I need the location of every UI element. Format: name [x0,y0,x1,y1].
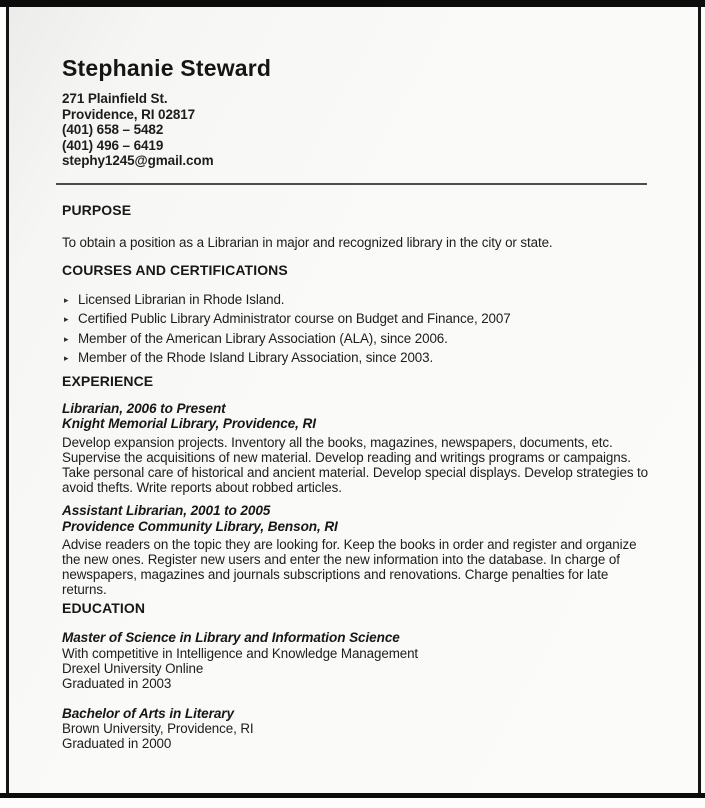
list-item [64,349,652,369]
triangle-bullet-icon: ▸ [64,314,69,324]
degree-school: Drexel University Online [62,660,204,676]
job-entry [62,503,652,597]
resume-name: Stephanie Steward [62,55,272,81]
list-item-text: Member of the Rhode Island Library Association, since 2003. [78,350,434,365]
degree-title: Master of Science in Library and Information Science [62,630,400,645]
job-entry [62,401,652,495]
phone-number-1: (401) 658 – 5482 [62,122,164,137]
list-item-text: Licensed Librarian in Rhode Island. [78,291,285,307]
degree-entry [62,630,652,691]
section-heading-education: EDUCATION [62,600,146,616]
job-employer: Providence Community Library, Benson, RI [62,518,338,534]
degree-graduation: Graduated in 2000 [62,736,172,751]
degree-school: Brown University, Providence, RI [62,721,254,736]
section-heading-experience: EXPERIENCE [62,373,154,389]
list-item-text: Certified Public Library Administrator course on Budget and Finance, 2007 [78,311,511,326]
triangle-bullet-icon: ▸ [64,294,69,305]
list-item [64,291,652,311]
job-description: Develop expansion projects. Inventory all the books, magazines, newspapers, documents, etc. Supervise the acquisitions of new material. Develop reading and writings programs or campaigns. Take personal care of historical and ancient material. Develop special displays. Develop strategies to avoid thefts. Write reports about robbed articles. [62,434,648,495]
degree-title: Bachelor of Arts in Literary [62,705,234,721]
degree-graduation: Graduated in 2003 [62,675,172,691]
top-border-bar [0,0,705,7]
address-line-1: 271 Plainfield St. [62,91,168,106]
triangle-bullet-icon: ▸ [64,353,69,363]
bottom-border-bar [0,793,705,798]
email-address: stephy1245@gmail.com [62,153,214,168]
job-employer: Knight Memorial Library, Providence, RI [62,416,316,431]
list-item [64,310,652,330]
resume-content [9,7,698,751]
header-divider [56,183,647,185]
list-item-text: Member of the American Library Association (ALA), since 2006. [78,330,448,346]
job-title: Librarian, 2006 to Present [62,400,226,416]
list-item [64,330,652,350]
section-heading-purpose: PURPOSE [62,202,132,218]
certifications-list [62,291,652,369]
job-title: Assistant Librarian, 2001 to 2005 [62,503,271,518]
resume-sheet [6,7,701,793]
section-heading-courses: COURSES AND CERTIFICATIONS [62,261,288,278]
contact-block [62,91,652,169]
purpose-text: To obtain a position as a Librarian in major and recognized library in the city or state. [62,234,553,250]
phone-number-2: (401) 496 – 6419 [62,137,164,153]
job-description: Advise readers on the topic they are looking for. Keep the books in order and register and organize the new ones. Register new users and enter the new information into the database. In charge of newspapers, magazines and journals subscriptions and renovations. Charge penalties for late returns. [62,537,637,597]
triangle-bullet-icon: ▸ [64,333,69,344]
degree-entry [62,706,652,752]
degree-detail: With competitive in Intelligence and Knowledge Management [62,645,419,661]
address-line-2: Providence, RI 02817 [62,106,196,122]
